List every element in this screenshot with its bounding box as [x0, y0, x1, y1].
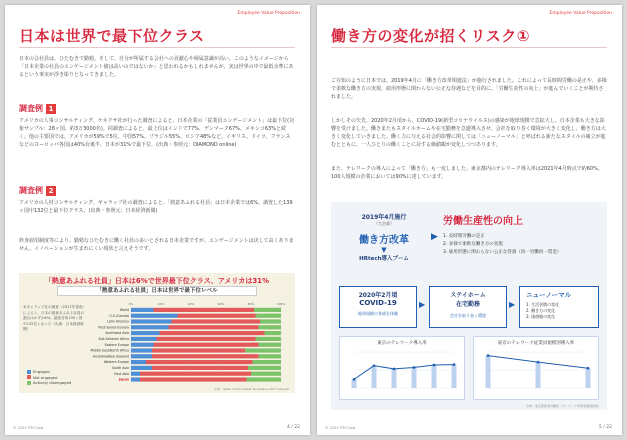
- paragraph-2: しかしその矢先、2020年2月頃から、COVID-19(新型コロナウイルス)の感染が地球規模で急拡大し、日本企業も大きな影響を受けました。働きまたもスタイルホームや在宅勤務を急遽導入させ、会社を取り巻く環境が大きく変化し、働き方は大きく変化していきました。働く力に与える社会的影響に関しては「ニューノーマル」と呼ばれる新たなスタイルの確立が進むとともに、一人ひとりの働くことに対する価値観が変化しつつあります。: [331, 118, 606, 148]
- bar-segment: [146, 360, 253, 364]
- bar-segment: [131, 360, 146, 364]
- title-divider: [19, 47, 295, 48]
- case2-text: アメリカの人材コンサルティング、ギャラップ社の調査によると、「熱意あふれる社員」は日本企業では6%。調査した139ヶ国中132位と最下位クラス。(出典・参照元：日本経済新聞): [19, 200, 293, 214]
- stayhome-box: [429, 286, 507, 328]
- bar-segment: [157, 337, 256, 341]
- productivity-item-1: 1. 長時間労働の是正: [443, 234, 485, 239]
- bar-segment: [131, 354, 152, 358]
- arrow-right-icon: ▶: [419, 300, 426, 309]
- bar-segment: [140, 377, 247, 381]
- series-line: [354, 365, 454, 380]
- newnormal-item-2: 2. 働き方の変化: [526, 308, 556, 313]
- bar-mark: [412, 367, 417, 388]
- bar-segment: [256, 314, 282, 318]
- case1-number: 1: [46, 104, 56, 114]
- category-label: Eastern Europe: [104, 342, 129, 347]
- bar-segment: [131, 366, 152, 370]
- bar-segment: [169, 325, 259, 329]
- covid-date: 2020年2月頃: [358, 292, 398, 299]
- bar-segment: [265, 331, 282, 335]
- case2-heading: [19, 185, 56, 196]
- legend-swatch: [27, 370, 31, 374]
- bar-segment: [245, 348, 281, 352]
- right-page: [317, 5, 622, 435]
- remote-label: 在宅勤務: [455, 301, 480, 308]
- legend-label: Not engaged: [33, 374, 58, 380]
- bar-segment: [259, 325, 282, 329]
- case2-number: 2: [46, 186, 56, 196]
- title-divider: [331, 47, 607, 48]
- bar-segment: [131, 343, 154, 347]
- data-point: [433, 364, 436, 367]
- bar-segment: [131, 308, 154, 312]
- bar-segment: [247, 377, 282, 381]
- bar-segment: [254, 308, 281, 312]
- page-title: 働き方の変化が招くリスク①: [331, 27, 530, 45]
- engagement-chart: [19, 273, 295, 393]
- bar-segment: [152, 366, 248, 370]
- bar-segment: [259, 354, 282, 358]
- bar-mark: [432, 365, 437, 388]
- page-number: 4 / 22: [287, 425, 300, 430]
- category-label: World: [119, 308, 129, 312]
- left-page: [5, 5, 310, 435]
- diagram-source: 出典：東京都産業労働局（テレワーク実施率調査結果）: [526, 404, 601, 408]
- case1-heading: [19, 103, 56, 114]
- bar-chart-svg: [87, 301, 287, 385]
- bar-segment: [131, 319, 172, 323]
- chart-heading: 「熱意あふれる社員」日本は6%で世界最下位クラス、アメリカは31%: [44, 277, 270, 285]
- bar-segment: [154, 308, 255, 312]
- bar-segment: [160, 331, 265, 335]
- bar-segment: [256, 337, 282, 341]
- bar-segment: [172, 319, 261, 323]
- chart-note: 米ギャラップ社の調査（2017年発表）によると、日本の熱意あふれる社員の割合はわずか6%。調査対象139ヶ国中132位となった（出典：日本経済新聞）: [23, 305, 85, 331]
- productivity-label: 労働生産性の向上: [443, 216, 523, 227]
- covid-box: [339, 286, 417, 328]
- footer-copyright: © 2023 ITM Corp.: [325, 426, 357, 430]
- data-point: [373, 364, 376, 367]
- reform-date-sub: （大企業）: [374, 221, 394, 226]
- x-tick-label: 100%: [276, 302, 286, 306]
- bar-mark: [586, 368, 591, 388]
- chart-legend: [27, 369, 71, 386]
- bar-segment: [131, 348, 152, 352]
- legend-swatch: [27, 381, 31, 385]
- line-chart-1-svg: [344, 348, 460, 396]
- data-point: [487, 354, 490, 357]
- data-point: [587, 367, 590, 370]
- bar-segment: [152, 348, 245, 352]
- telework-chart-2: [473, 336, 599, 400]
- legend-label: Actively disengaged: [33, 380, 72, 386]
- category-label: Latin America: [106, 319, 129, 324]
- chart2-title: 東京のテレワーク従業員規模別導入率: [497, 341, 575, 346]
- bar-mark: [372, 366, 377, 388]
- newnormal-box: [519, 286, 599, 328]
- bar-segment: [253, 360, 282, 364]
- chart-source: 出所：State of the Global Workplace 2017 GALLUP: [214, 387, 289, 391]
- reform-date: 2019年4月施行: [361, 214, 407, 221]
- bar-segment: [140, 372, 251, 376]
- category-label: South Asia: [112, 366, 129, 370]
- chart-subheading: 「熱意あふれる社員」日本は世界で最下位レベル: [57, 286, 257, 296]
- newnormal-item-3: 3. 価値観の変化: [526, 314, 556, 319]
- header-label: Employee Value Proposition: [237, 11, 300, 16]
- closing-paragraph: 終身雇用制度等により、勤勉なひたむきに働く社員の多いとされる日本企業ですが、エンゲージメントは決して高くありません。イノベーションが生まれにくい現状と言えそうです。: [19, 238, 294, 252]
- category-label: Australia/New Zealand: [92, 354, 129, 359]
- chart1-title: 東京のテレワーク導入率: [377, 341, 427, 346]
- bar-segment: [251, 372, 281, 376]
- category-label: Post-Soviet Eurasia: [98, 325, 129, 330]
- bar-segment: [131, 377, 140, 381]
- bar-segment: [131, 372, 140, 376]
- category-label: U.S./Canada: [109, 313, 129, 318]
- data-point: [353, 378, 356, 381]
- hrtech-label: HRtech導入ブーム: [359, 256, 409, 262]
- bar-segment: [131, 314, 178, 318]
- productivity-item-2: 2. 多様で柔軟な働き方の実現: [443, 242, 503, 247]
- covid-note: 地球規模の脅威を体験: [358, 311, 398, 316]
- reform-label: 働き方改革: [359, 235, 409, 246]
- category-label: Sub-Saharan Africa: [98, 337, 129, 341]
- bar-segment: [131, 331, 160, 335]
- x-tick-label: 80%: [247, 302, 255, 306]
- case1-label: 調査例: [19, 104, 43, 113]
- reform-block: [339, 212, 429, 276]
- telework-chart-1: [339, 336, 465, 400]
- line-chart-2-svg: [478, 348, 594, 396]
- bar-segment: [152, 354, 259, 358]
- category-label: Japan: [118, 377, 129, 382]
- paragraph-3: また、テレワークの導入によって「働き方」も一変しました。東京都内のテレワーク導入率は2021年4月時点で約60%。100人規模の企業においては90%に達しています。: [331, 166, 603, 180]
- case1-text: アメリカの人事コンサルティング、ケネクサ社が行った調査によると、日本企業の「従業員エンゲージメント」は最下位(対象サンプル：28ヶ国、約3万3000名)。同調査によると、最上位はインドで77%、デンマーク67%、メキシコ63%と続く。他の主要国では、アメリカが59%で5位、中国57%、ブラジル55%、ロシア48%など。イギリス、ドイツ、フランスなどのヨーロッパ各国は40%台後半、日本が31%で最下位。(出典・参照元：DIAMOND online): [19, 118, 295, 148]
- category-label: Southeast Asia: [105, 331, 129, 336]
- covid-label: COVID-19: [359, 299, 397, 307]
- bar-segment: [131, 337, 157, 341]
- category-label: East Asia: [114, 371, 129, 376]
- x-tick-label: 60%: [217, 302, 225, 306]
- bar-segment: [131, 325, 169, 329]
- legend-item: [27, 380, 71, 386]
- paragraph-1: ご存知のように日本では、2019年4月に「働き方改革関連法」が施行されました。これによって長時間労働の是正や、多様で柔軟な働き方の実現、雇用形態に関わらない公正な待遇などを目的に、「労働生産性の向上」が進んでいくことが期待されました。: [331, 78, 607, 100]
- bar-mark: [536, 362, 541, 388]
- bar-segment: [260, 319, 281, 323]
- legend-label: Engaged: [33, 369, 50, 375]
- data-point: [453, 363, 456, 366]
- category-label: Middle East/North Africa: [90, 348, 129, 353]
- productivity-block: [443, 212, 599, 278]
- x-tick-label: 40%: [187, 302, 195, 306]
- arrow-right-icon: ▶: [431, 232, 438, 242]
- data-point: [393, 368, 396, 371]
- newnormal-item-1: 1. 生活習慣の変化: [526, 302, 560, 307]
- category-label: Western Europe: [103, 360, 129, 365]
- newnormal-label: ニューノーマル: [526, 291, 572, 299]
- bar-mark: [392, 369, 397, 388]
- bar-mark: [452, 365, 457, 388]
- legend-swatch: [27, 375, 31, 379]
- arrow-right-icon: ▶: [509, 300, 516, 309]
- data-point: [413, 366, 416, 369]
- bar-segment: [178, 314, 256, 318]
- bar-segment: [154, 343, 259, 347]
- x-tick-label: 0%: [128, 302, 134, 306]
- x-tick-label: 20%: [157, 302, 165, 306]
- arrow-down-icon: ▼: [381, 246, 387, 254]
- work-style-diagram: [331, 202, 607, 410]
- page-number: 5 / 22: [599, 425, 612, 430]
- stayhome-label: ステイホーム: [450, 292, 486, 299]
- page-title: 日本は世界で最下位クラス: [19, 27, 205, 45]
- productivity-item-3: 3. 雇用形態に関わらない公正な待遇（同一労働同一賃金）: [443, 250, 562, 255]
- bar-segment: [259, 343, 282, 347]
- bar-segment: [248, 366, 281, 370]
- intro-paragraph: 日本の会社員は、ひたむきで勤勉。そして、自分が所属する会社への貢献心や帰属意識が高い。このようなイメージから「日本企業の社員のエンゲージメント値は高いのではないか」と思われるかもしれませんが、実は世界の中で最低水準にあるという事実が浮き彫りとなってきました。: [19, 56, 294, 78]
- data-point: [537, 361, 540, 364]
- case2-label: 調査例: [19, 186, 43, 195]
- remote-note: 会社を取り巻く環境: [450, 313, 486, 318]
- footer-copyright: © 2023 ITM Corp.: [13, 426, 45, 430]
- header-label: Employee Value Proposition: [549, 11, 612, 16]
- bar-mark: [486, 356, 491, 388]
